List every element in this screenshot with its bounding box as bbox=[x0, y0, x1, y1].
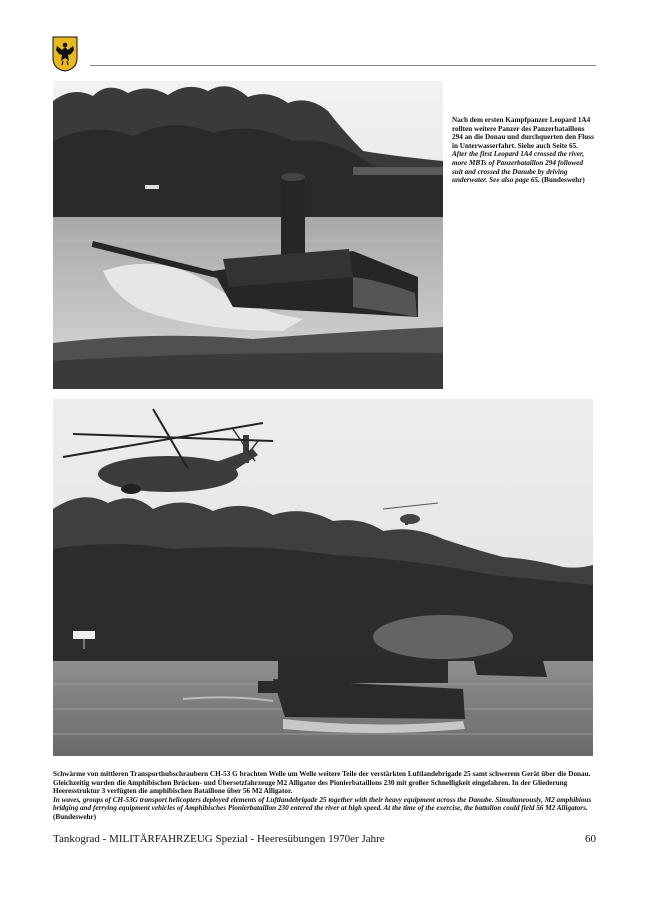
photo1-caption-german: Nach dem ersten Kampfpanzer Leopard 1A4 rollten weitere Panzer des Panzerbataillons 294 an die Donau und durchquerten den Fluss in Unterwasserfahrt. Siehe auch Seite 65. bbox=[452, 116, 594, 150]
header-rule bbox=[90, 65, 596, 66]
photo2-caption-english: In waves, groups of CH-53G transport helicopters deployed elements of Luftlandebrigade 25 together with their heavy equipment across the Danube. Simultaneously, M2 amphibious bridging and ferrying equipment vehicles of Amphibisches Pionierbataillon 230 entered the river at high speed. At the time of the exercise, the battalion could field 56 M2 Alligators. bbox=[53, 795, 592, 813]
footer-title: Tankograd - MILITÄRFAHRZEUG Spezial - Heeresübungen 1970er Jahre bbox=[53, 833, 385, 845]
photo1-caption-english: After the first Leopard 1A4 crossed the river, more MBTs of Panzerbataillon 294 followed suit and crossed the Danube by driving underwater. See also page 65. bbox=[452, 150, 585, 185]
photo-helicopters-alligators bbox=[53, 399, 593, 756]
photo2-caption-german: Schwärme von mittleren Transporthubschraubern CH-53 G brachten Welle um Welle weitere Teile der verstärkten Luftlandebrigade 25 samt schwerem Gerät über die Donau. Gleichzeitig wurden die Amphibischen Brücken- und Übersetzfahrzeuge M2 Alligator des Pionierbataillons 230 mit großer Schnelligkeit eingefahren. In der Gliederung Heeresstruktur 3 verfügten die amphibischen Bataillone über 56 M2 Alligator. bbox=[53, 770, 591, 796]
photo2-caption bbox=[53, 770, 593, 822]
federal-eagle-shield-icon bbox=[52, 36, 78, 72]
page-number: 60 bbox=[585, 833, 596, 845]
photo-tank-river-crossing bbox=[53, 81, 443, 389]
photo2-credit: (Bundeswehr) bbox=[53, 812, 97, 821]
photo1-credit: (Bundeswehr) bbox=[541, 176, 585, 185]
photo1-caption bbox=[452, 116, 594, 185]
